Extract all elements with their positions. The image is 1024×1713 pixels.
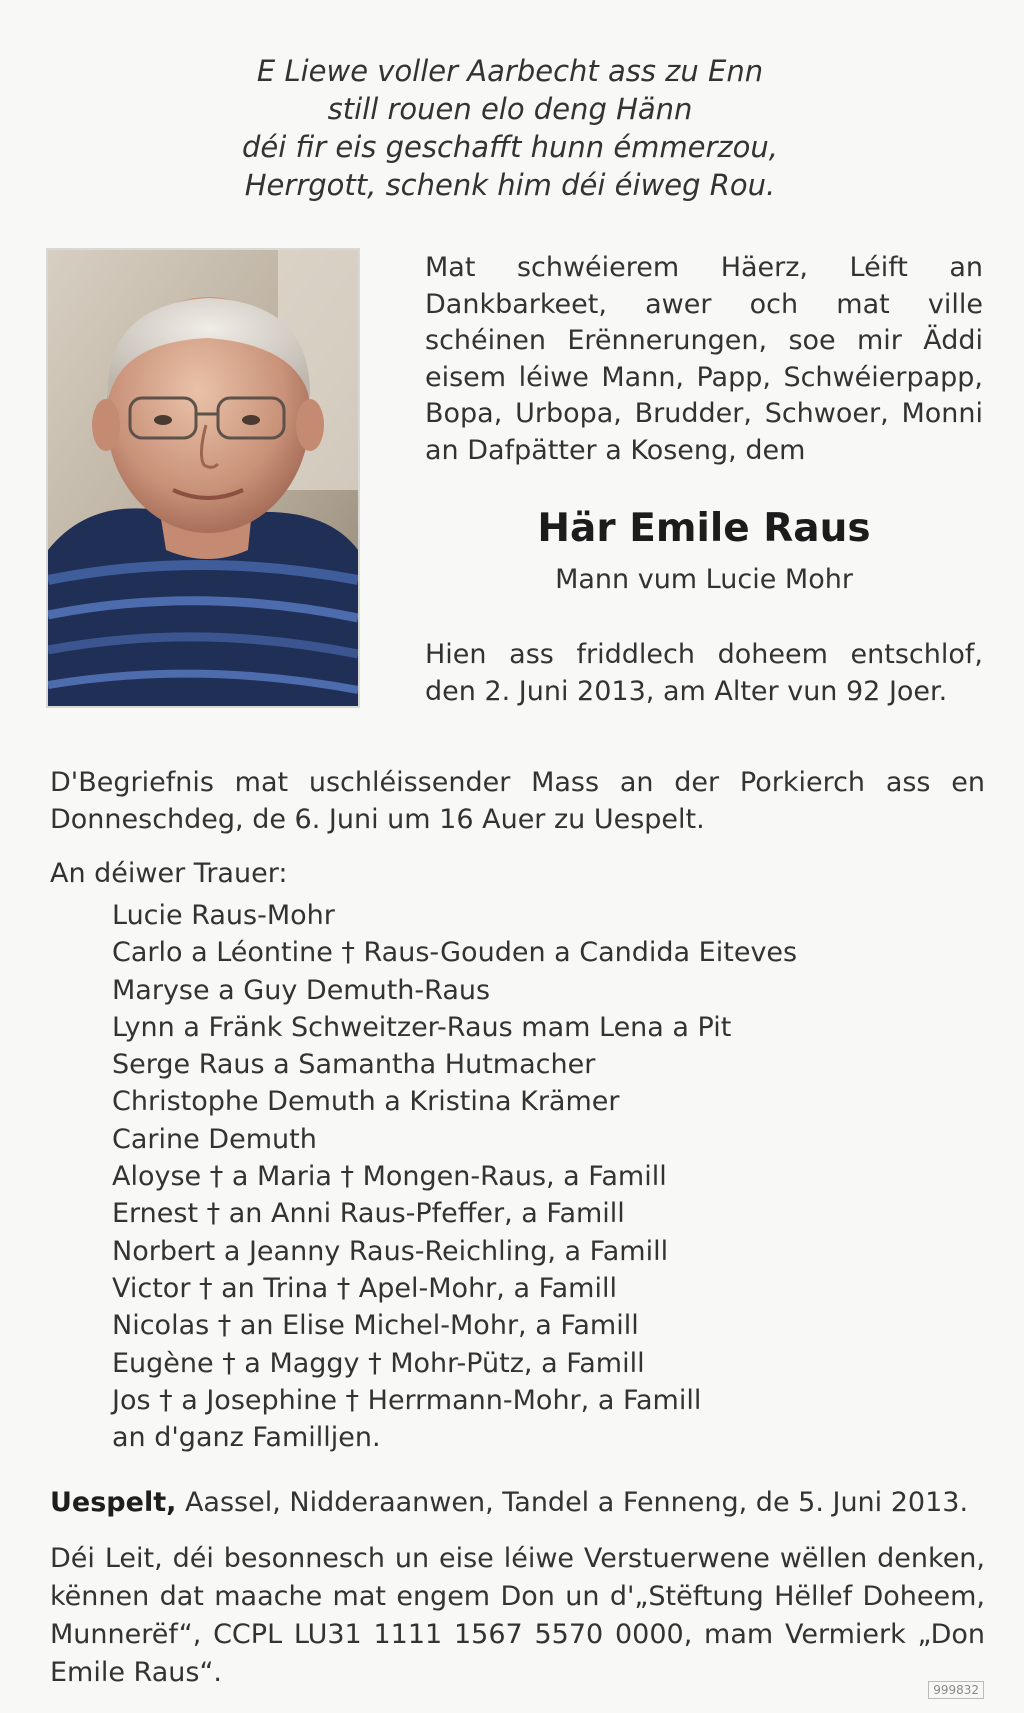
mourners-heading: An déiwer Trauer:: [50, 858, 288, 889]
portrait-photo: [46, 248, 360, 708]
poem-verse: [150, 52, 870, 204]
spouse-line: Mann vum Lucie Mohr: [555, 564, 853, 595]
mourner-name: Serge Raus a Samantha Hutmacher: [112, 1049, 596, 1081]
intro-text: Mat schwéierem Häerz, Léift an Dankbarkeet, awer och mat ville schéinen Erënnerungen, soe mir Äddi eisem léiwe Mann, Papp, Schwéierpapp, Bopa, Urbopa, Brudder, Schwoer, Monni an Dafpätter a Koseng, dem: [425, 252, 983, 466]
mourner-name: Norbert a Jeanny Raus-Reichling, a Famill: [112, 1235, 669, 1267]
mourner-name: Carlo a Léontine † Raus-Gouden a Candida Eiteves: [112, 937, 798, 969]
mourner-name: Nicolas † an Elise Michel-Mohr, a Famill: [112, 1310, 639, 1342]
mourner-name: Ernest † an Anni Raus-Pfeffer, a Famill: [112, 1198, 625, 1230]
deceased-name: Här Emile Raus: [537, 506, 871, 551]
portrait-illustration: [48, 250, 358, 706]
mourner-name: Jos † a Josephine † Herrmann-Mohr, a Famill: [112, 1384, 702, 1416]
mourner-name: Eugène † a Maggy † Mohr-Pütz, a Famill: [112, 1347, 645, 1379]
funeral-details: D'Begriefnis mat uschléissender Mass an der Porkierch ass en Donneschdeg, de 6. Juni um 16 Auer zu Uespelt.: [50, 767, 985, 835]
mourner-name: Lynn a Fränk Schweitzer-Raus mam Lena a Pit: [112, 1011, 732, 1043]
poem-line: E Liewe voller Aarbecht ass zu Enn: [256, 54, 764, 88]
donation-notice: Déi Leit, déi besonnesch un eise léiwe Verstuerwene wëllen denken, kënnen dat maache mat engem Don un d'„Stëftung Hëllef Doheem, Munnerëf“, CCPL LU31 1111 1567 5570 0000, mam Vermierk „Don Emile Raus“.: [50, 1543, 985, 1688]
poem-line: Herrgott, schenk him déi éiweg Rou.: [244, 168, 776, 202]
reference-number: 999832: [928, 1681, 984, 1699]
mourner-name: an d'ganz Familljen.: [112, 1422, 381, 1454]
place-name: Uespelt,: [50, 1487, 177, 1518]
mourner-name: Carine Demuth: [112, 1123, 317, 1155]
death-notice: Hien ass friddlech doheem entschlof, den 2. Juni 2013, am Alter vun 92 Joer.: [425, 639, 983, 707]
place-date-line: [50, 1484, 985, 1521]
mourner-name: Maryse a Guy Demuth-Raus: [112, 974, 491, 1006]
poem-line: déi fir eis geschafft hunn émmerzou,: [241, 130, 778, 164]
poem-line: still rouen elo deng Hänn: [327, 92, 693, 126]
mourner-name: Aloyse † a Maria † Mongen-Raus, a Famill: [112, 1161, 667, 1193]
mourner-name: Lucie Raus-Mohr: [112, 900, 335, 931]
place-rest: Aassel, Nidderaanwen, Tandel a Fenneng, de 5. Juni 2013.: [176, 1487, 969, 1518]
mourner-name: Victor † an Trina † Apel-Mohr, a Famill: [112, 1272, 617, 1304]
mourner-name: Christophe Demuth a Kristina Krämer: [112, 1086, 620, 1118]
mourners-list: [112, 897, 972, 1456]
